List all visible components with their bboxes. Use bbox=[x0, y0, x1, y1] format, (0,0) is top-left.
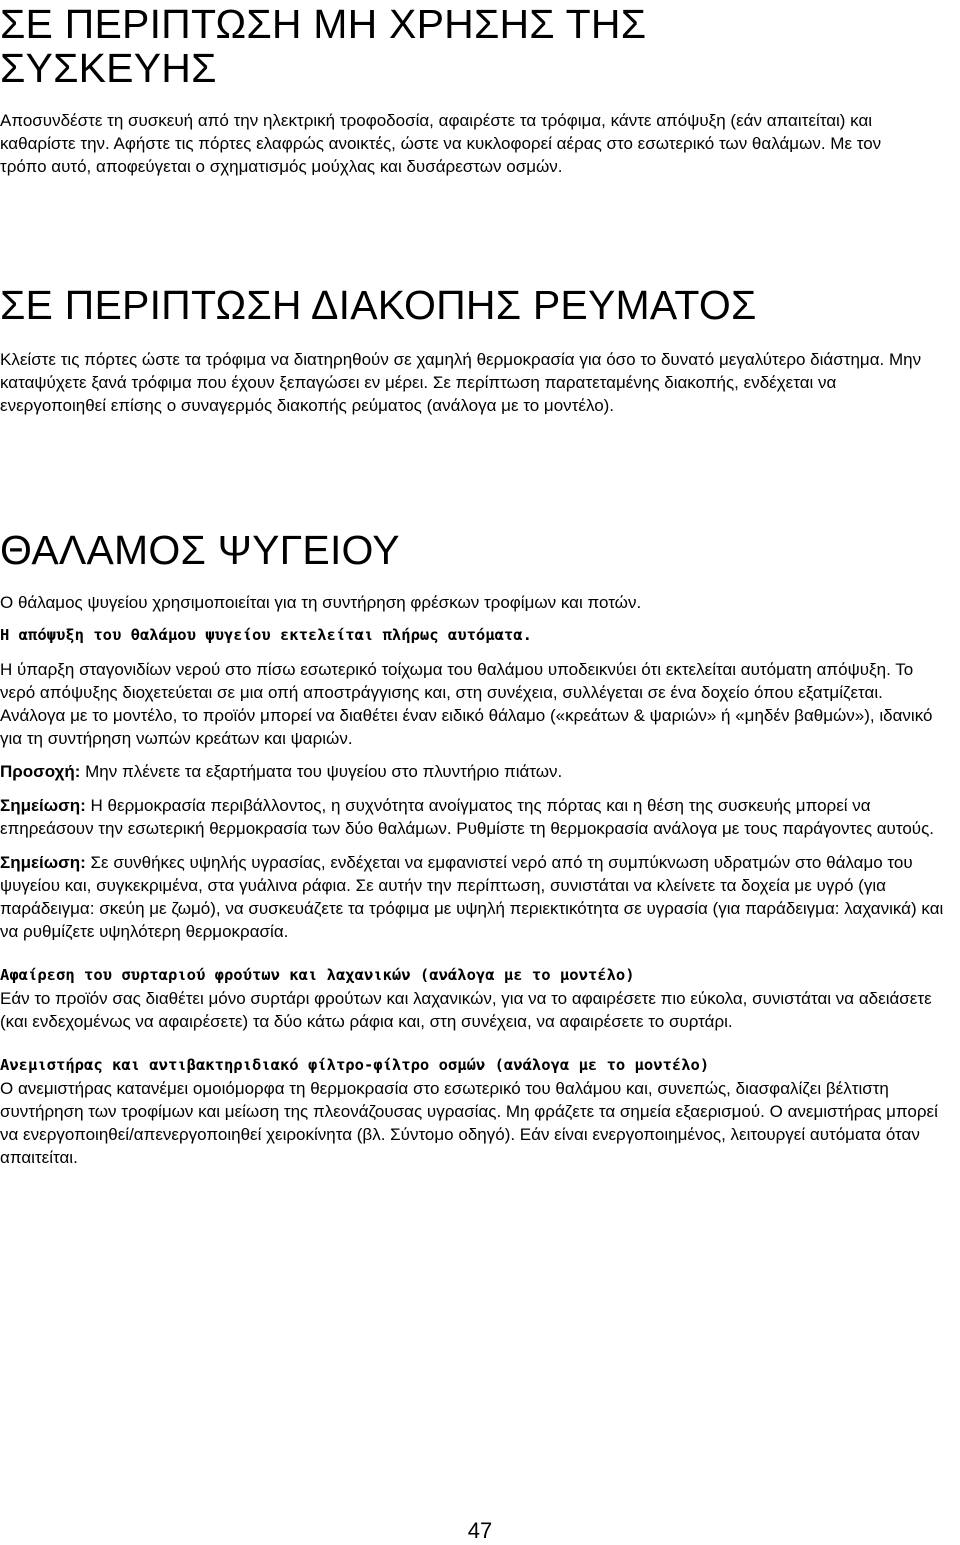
paragraph-water-drops: Η ύπαρξη σταγονιδίων νερού στο πίσω εσωτερικό τοίχωμα του θαλάμου υποδεικνύει ότι εκτελείται αυτόματη απόψυξη. Το νερό απόψυξης διοχετεύεται σε μια οπή αποστράγγισης και, στη συνέχεια, συλλέγεται σε ένα δοχείο όπου εξατμίζεται. bbox=[0, 660, 914, 702]
heading-non-use: ΣΕ ΠΕΡΙΠΤΩΣΗ ΜΗ ΧΡΗΣΗΣ ΤΗΣ ΣΥΣΚΕΥΗΣ bbox=[0, 1, 647, 91]
paragraph-power-cut: Κλείστε τις πόρτες ώστε τα τρόφιμα να διατηρηθούν σε χαμηλή θερμοκρασία για όσο το δυνατό μεγαλύτερο διάστημα. Μην καταψύχετε ξανά τρόφιμα που έχουν ξεπαγώσει εν μέρει. Σε περίπτωση παρατεταμένης διακοπής, ενδέχεται να ενεργοποιηθεί επίσης ο συναγερμός διακοπής ρεύματος (ανάλογα με το μοντέλο). bbox=[0, 350, 922, 415]
section-power-cut bbox=[0, 283, 945, 417]
paragraph-non-use: Αποσυνδέστε τη συσκευή από την ηλεκτρική τροφοδοσία, αφαιρέστε τα τρόφιμα, κάντε απόψυξη (εάν απαιτείται) και καθαρίστε την. Αφήστε τις πόρτες ελαφρώς ανοικτές, ώστε να κυκλοφορεί αέρας στο εσωτερικό των θαλάμων. Με τον τρόπο αυτό, αποφεύγεται ο σχηματισμός μούχλας και δυσάρεστων οσμών. bbox=[0, 111, 882, 176]
paragraph-auto-defrost: Η απόψυξη του θαλάμου ψυγείου εκτελείται πλήρως αυτόματα. bbox=[0, 626, 532, 644]
paragraph-special-compartment: Ανάλογα με το μοντέλο, το προϊόν μπορεί να διαθέτει έναν ειδικό θάλαμο («κρεάτων & ψαριών» ή «μηδέν βαθμών»), ιδανικό για τη συντήρηση νωπών κρεάτων και ψαριών. bbox=[0, 706, 933, 748]
caution-label: Προσοχή: bbox=[0, 762, 81, 781]
section-non-use bbox=[0, 2, 945, 178]
paragraph-drawer-removal: Εάν το προϊόν σας διαθέτει μόνο συρτάρι φρούτων και λαχανικών, για να το αφαιρέσετε πιο εύκολα, συνιστάται να αδειάσετε (και ενδεχομένως να αφαιρέσετε) τα δύο κάτω ράφια και, στη συνέχεια, να αφαιρέσετε το συρτάρι. bbox=[0, 989, 932, 1031]
note-1-text: Η θερμοκρασία περιβάλλοντος, η συχνότητα ανοίγματος της πόρτας και η θέση της συσκευής μπορεί να επηρεάσουν την εσωτερική θερμοκρασία των δύο θαλάμων. Ρυθμίστε τη θερμοκρασία ανάλογα με τους παράγοντες αυτούς. bbox=[0, 796, 934, 838]
paragraph-fan-filter: Ο ανεμιστήρας κατανέμει ομοιόμορφα τη θερμοκρασία στο εσωτερικό του θαλάμου και, συνεπώς, διασφαλίζει βέλτιστη συντήρηση των τροφίμων και μείωση της πλεονάζουσας υγρασίας. Μη φράζετε τα σημεία εξαερισμού. Ο ανεμιστήρας μπορεί να ενεργοποιηθεί/απενεργοποιηθεί χειροκίνητα (βλ. Σύντομο οδηγό). Εάν είναι ενεργοποιημένος, λειτουργεί αυτόματα όταν απαιτείται. bbox=[0, 1079, 938, 1167]
note-2-text: Σε συνθήκες υψηλής υγρασίας, ενδέχεται να εμφανιστεί νερό από τη συμπύκνωση υδρατμών στο θάλαμο του ψυγείου και, συγκεκριμένα, στα γυάλινα ράφια. Σε αυτήν την περίπτωση, συνιστάται να κλείνετε τα δοχεία με υγρό (για παράδειγμα: σκεύη με ζωμό), να συσκευάζετε τα τρόφιμα με υψηλή περιεκτικότητα σε υγρασία (για παράδειγμα: λαχανικά) και να ρυθμίζετε υψηλότερη θερμοκρασία. bbox=[0, 853, 944, 941]
heading-drawer-removal: Αφαίρεση του συρταριού φρούτων και λαχανικών (ανάλογα με το μοντέλο) bbox=[0, 966, 635, 984]
section-fridge bbox=[0, 528, 945, 1169]
paragraph-note-1 bbox=[0, 794, 945, 840]
paragraph-caution bbox=[0, 760, 945, 783]
caution-text: Μην πλένετε τα εξαρτήματα του ψυγείου στο πλυντήριο πιάτων. bbox=[80, 762, 563, 781]
paragraph-note-2 bbox=[0, 851, 945, 943]
page-number: 47 bbox=[467, 1518, 493, 1543]
heading-power-cut: ΣΕ ΠΕΡΙΠΤΩΣΗ ΔΙΑΚΟΠΗΣ ΡΕΥΜΑΤΟΣ bbox=[0, 282, 757, 328]
heading-fridge: ΘΑΛΑΜΟΣ ΨΥΓΕΙΟΥ bbox=[0, 527, 400, 573]
note-2-label: Σημείωση: bbox=[0, 853, 86, 872]
heading-fan-filter: Ανεμιστήρας και αντιβακτηριδιακό φίλτρο-φίλτρο οσμών (ανάλογα με το μοντέλο) bbox=[0, 1056, 710, 1074]
paragraph-fridge-intro: Ο θάλαμος ψυγείου χρησιμοποιείται για τη συντήρηση φρέσκων τροφίμων και ποτών. bbox=[0, 593, 642, 612]
note-1-label: Σημείωση: bbox=[0, 796, 86, 815]
